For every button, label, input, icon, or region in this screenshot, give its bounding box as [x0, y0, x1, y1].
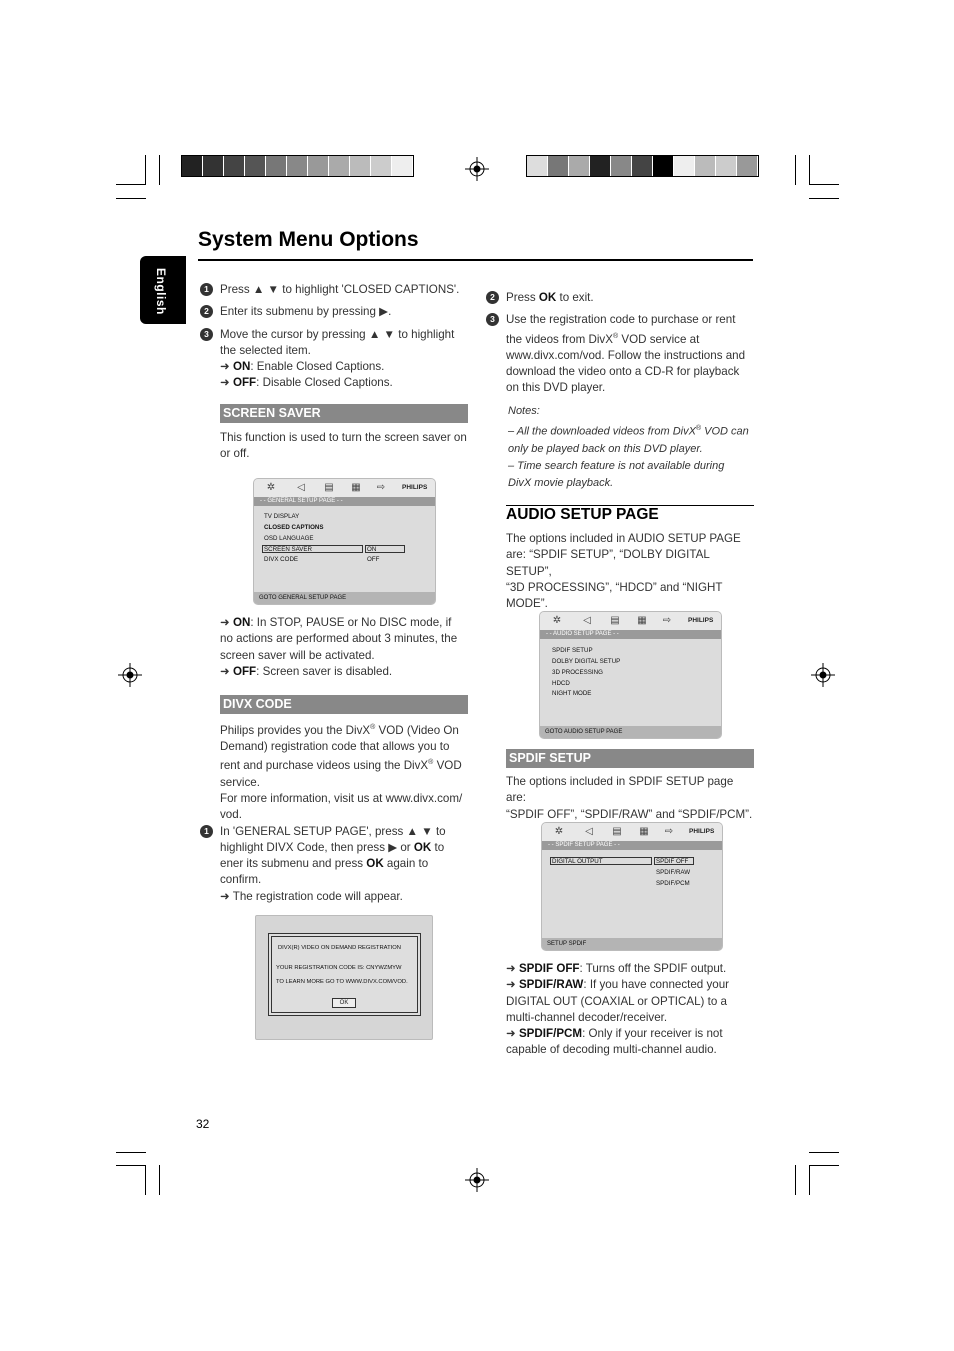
- option-desc: : Enable Closed Captions.: [250, 360, 385, 374]
- registered-mark: ®: [612, 332, 619, 340]
- ok-key-label: OK: [538, 291, 557, 304]
- option-desc: : If you have connected your: [583, 978, 730, 992]
- note-line: only be played back on this DVD player.: [508, 442, 703, 455]
- language-tab-label: English: [154, 268, 168, 315]
- color-swatch: [632, 156, 653, 176]
- osd-dialog-line: DIVX(R) VIDEO ON DEMAND REGISTRATION: [278, 945, 401, 951]
- option-desc: : Turns off the SPDIF output.: [579, 962, 727, 975]
- option-off: [220, 375, 470, 391]
- step-text: Use the registration code to purchase or rent: [506, 313, 736, 327]
- section-heading-audio-setup: AUDIO SETUP PAGE: [506, 506, 659, 523]
- color-swatch: [737, 156, 758, 176]
- step-number: 2: [486, 291, 499, 304]
- arrow-icon: ➜: [220, 889, 230, 903]
- step-text: Move the cursor by pressing ▲ ▼ to highlight: [220, 327, 455, 341]
- list-item: [204, 282, 470, 298]
- option-desc: multi-channel decoder/receiver.: [506, 1010, 668, 1024]
- osd-brand: PHILIPS: [402, 484, 428, 491]
- osd-general-setup-screen: [253, 478, 436, 605]
- option-desc: capable of decoding multi-channel audio.: [506, 1043, 717, 1057]
- color-swatch: [266, 156, 287, 176]
- color-swatch: [392, 156, 413, 176]
- option-desc: : In STOP, PAUSE or No DISC mode, if: [250, 616, 452, 629]
- ok-key-label: OK: [366, 857, 384, 871]
- color-swatch: [548, 156, 569, 176]
- osd-dialog-line: YOUR REGISTRATION CODE IS: CNYWZMYW: [276, 965, 402, 971]
- step-text: the selected item.: [220, 343, 311, 357]
- osd-option: ON: [367, 546, 377, 553]
- osd-menu-item: SCREEN SAVER: [264, 546, 313, 553]
- title-divider: [198, 259, 753, 261]
- color-swatch: [371, 156, 392, 176]
- speaker-icon: ◁: [583, 615, 591, 626]
- desc-line: or off.: [220, 447, 250, 461]
- osd-footer: SETUP SPDIF: [542, 938, 722, 950]
- osd-dialog-line: TO LEARN MORE GO TO WWW.DIVX.COM/VOD.: [276, 979, 408, 985]
- desc-text: Philips provides you the DivX: [220, 723, 371, 737]
- osd-menu-item: HDCD: [552, 680, 570, 687]
- option-desc: screen saver will be activated.: [220, 648, 375, 662]
- speaker-icon: ◁: [297, 482, 305, 493]
- osd-footer: GOTO AUDIO SETUP PAGE: [540, 726, 721, 738]
- option-desc: no actions are performed about 3 minutes, the: [220, 632, 458, 646]
- screen-saver-options: [220, 615, 470, 680]
- osd-option: SPDIF OFF: [656, 858, 689, 865]
- osd-menu-item: DIGITAL OUTPUT: [552, 858, 603, 865]
- option-desc: : Disable Closed Captions.: [256, 376, 393, 390]
- list-item: [204, 304, 470, 320]
- result-line: [220, 889, 470, 905]
- step-number: 3: [486, 313, 499, 326]
- section-heading-divx-code: DIVX CODE: [220, 695, 468, 714]
- list-item: [204, 824, 470, 889]
- video-icon: ▤: [612, 826, 622, 837]
- closed-captions-steps: [204, 282, 470, 392]
- option-label: OFF: [232, 664, 257, 678]
- step-text: the videos from DivX: [506, 332, 613, 346]
- section-heading-screen-saver: SCREEN SAVER: [220, 404, 468, 423]
- desc-text: VOD: [433, 759, 462, 773]
- step-text: highlight DIVX Code, then press ▶ or: [220, 840, 414, 854]
- desc-text: VOD (Video On: [375, 723, 459, 737]
- step-text: Press: [506, 291, 539, 304]
- option-spdif-pcm: [506, 1026, 756, 1042]
- osd-divx-registration-screen: [255, 915, 433, 1040]
- registration-mark-icon: [465, 1168, 489, 1192]
- option-label: SPDIF/PCM: [518, 1027, 583, 1041]
- step-number: 1: [200, 283, 213, 296]
- osd-menu-item: DIVX CODE: [264, 556, 299, 563]
- color-swatch: [716, 156, 737, 176]
- desc-line: service.: [220, 775, 260, 789]
- option-on: [220, 359, 470, 375]
- registration-mark-icon: [118, 663, 142, 687]
- osd-page-bar: - - AUDIO SETUP PAGE - -: [540, 630, 721, 639]
- color-swatch: [287, 156, 308, 176]
- gear-icon: ✲: [552, 615, 562, 626]
- option-off: [220, 664, 470, 680]
- divx-desc: [204, 720, 470, 905]
- option-label: SPDIF OFF: [518, 962, 580, 975]
- color-bar-left: [181, 155, 414, 177]
- notes: [508, 403, 758, 492]
- ok-key-label: OK: [413, 840, 432, 854]
- arrow-icon: ➜: [506, 962, 516, 975]
- spdif-options: [506, 961, 756, 1059]
- color-swatch: [203, 156, 224, 176]
- osd-option: SPDIF/RAW: [656, 869, 691, 876]
- option-label: SPDIF/RAW: [518, 978, 584, 992]
- step-text: Press ▲ ▼ to highlight 'CLOSED CAPTIONS'.: [220, 283, 460, 296]
- color-bar-right: [526, 155, 759, 177]
- exit-icon: ⇨: [376, 482, 386, 493]
- osd-icon-bar: [254, 479, 435, 497]
- step-text: Enter its submenu by pressing ▶.: [220, 305, 392, 319]
- registration-mark-icon: [465, 157, 489, 181]
- step-text: to: [431, 840, 445, 854]
- osd-option: SPDIF/PCM: [656, 880, 690, 887]
- color-swatch: [182, 156, 203, 176]
- desc-line: “3D PROCESSING”, “HDCD” and “NIGHT: [506, 580, 723, 594]
- desc-text: rent and purchase videos using the DivX: [220, 759, 429, 773]
- note-line: DivX movie playback.: [508, 476, 614, 489]
- desc-line: [220, 720, 470, 739]
- color-swatch: [611, 156, 632, 176]
- option-desc: : Screen saver is disabled.: [256, 664, 393, 678]
- osd-menu-item: TV DISPLAY: [264, 513, 300, 520]
- option-desc: : Only if your receiver is not: [582, 1027, 723, 1041]
- osd-menu-item: DOLBY DIGITAL SETUP: [552, 658, 621, 665]
- osd-page-bar: - - GENERAL SETUP PAGE - -: [254, 497, 435, 506]
- desc-line: [220, 755, 470, 774]
- list-item: [490, 290, 756, 306]
- color-swatch: [590, 156, 611, 176]
- note-text: – All the downloaded videos from DivX: [508, 425, 696, 438]
- step-text: VOD service at: [618, 332, 700, 346]
- osd-brand: PHILIPS: [689, 828, 715, 835]
- arrow-icon: ➜: [220, 616, 230, 629]
- page-number: 32: [196, 1117, 210, 1131]
- osd-menu-item: NIGHT MODE: [552, 690, 592, 697]
- arrow-icon: ➜: [220, 664, 230, 678]
- step-text: on this DVD player.: [506, 381, 606, 395]
- note-text: VOD can: [701, 425, 749, 438]
- option-on: [220, 615, 470, 631]
- notes-label: Notes:: [508, 405, 540, 417]
- color-swatch: [569, 156, 590, 176]
- color-swatch: [224, 156, 245, 176]
- arrow-icon: ➜: [506, 978, 516, 992]
- desc-line: This function is used to turn the screen saver on: [220, 431, 467, 444]
- step-text: ener its submenu and press: [220, 857, 367, 871]
- note-line: – Time search feature is not available during: [508, 459, 725, 472]
- step-number: 3: [200, 328, 213, 341]
- color-swatch: [329, 156, 350, 176]
- osd-spdif-setup-screen: [541, 822, 723, 951]
- osd-ok-button[interactable]: OK: [332, 998, 356, 1008]
- color-swatch: [350, 156, 371, 176]
- registered-mark: ®: [428, 759, 434, 767]
- note-line: [508, 420, 758, 441]
- osd-audio-setup-screen: [539, 611, 722, 739]
- list-item: [490, 312, 756, 396]
- speaker-icon: ◁: [585, 826, 593, 837]
- desc-line: For more information, visit us at www.divx.com/: [220, 791, 463, 805]
- section-heading-spdif-setup: SPDIF SETUP: [506, 749, 754, 768]
- exit-icon: ⇨: [662, 615, 672, 626]
- osd-menu-item: OSD LANGUAGE: [264, 535, 314, 542]
- desc-line: vod.: [220, 808, 242, 822]
- osd-icon-bar: [540, 612, 721, 630]
- step-number: 1: [200, 825, 213, 838]
- desc-line: Demand) registration code that allows you to: [220, 740, 450, 754]
- color-swatch: [527, 156, 548, 176]
- gear-icon: ✲: [266, 482, 276, 493]
- option-label: ON: [232, 360, 251, 374]
- desc-line: “SPDIF OFF”, “SPDIF/RAW” and “SPDIF/PCM”.: [506, 807, 753, 821]
- arrow-icon: ➜: [506, 1027, 516, 1041]
- osd-footer: GOTO GENERAL SETUP PAGE: [254, 592, 435, 604]
- step-text: again to: [383, 857, 429, 871]
- step-number: 2: [200, 305, 213, 318]
- divx-steps-continued: [490, 290, 756, 397]
- registered-mark: ®: [695, 425, 702, 432]
- option-spdif-off: [506, 961, 756, 977]
- desc-line: are: “SPDIF SETUP”, “DOLBY DIGITAL SETUP”,: [506, 548, 710, 578]
- osd-brand: PHILIPS: [688, 617, 714, 624]
- color-swatch: [674, 156, 695, 176]
- option-label: OFF: [232, 376, 257, 390]
- result-text: The registration code will appear.: [232, 889, 403, 903]
- arrow-icon: ➜: [220, 360, 230, 374]
- registration-mark-icon: [811, 663, 835, 687]
- arrow-icon: ➜: [220, 376, 230, 390]
- color-swatch: [245, 156, 266, 176]
- step-text: download the video onto a CD-R for playback: [506, 365, 740, 379]
- registered-mark: ®: [370, 724, 376, 731]
- desc-line: The options included in AUDIO SETUP PAGE: [506, 532, 741, 545]
- video-icon: ▤: [324, 482, 334, 493]
- gear-icon: ✲: [554, 826, 564, 837]
- preference-icon: ▦: [639, 826, 649, 837]
- osd-icon-bar: [542, 823, 722, 841]
- option-label: ON: [232, 616, 251, 629]
- color-swatch: [308, 156, 329, 176]
- color-swatch: [653, 156, 674, 176]
- screen-saver-desc: [220, 430, 470, 463]
- preference-icon: ▦: [637, 615, 647, 626]
- desc-line: The options included in SPDIF SETUP page are:: [506, 775, 734, 805]
- step-text: www.divx.com/vod. Follow the instructions and: [506, 348, 746, 362]
- spdif-desc: [506, 774, 756, 823]
- osd-menu-item: SPDIF SETUP: [552, 647, 593, 654]
- option-desc: DIGITAL OUT (COAXIAL or OPTICAL) to a: [506, 994, 727, 1008]
- color-swatch: [695, 156, 716, 176]
- list-item: [204, 327, 470, 360]
- page-title: System Menu Options: [198, 228, 419, 251]
- audio-desc: [506, 531, 756, 612]
- option-spdif-raw: [506, 977, 756, 993]
- exit-icon: ⇨: [664, 826, 674, 837]
- preference-icon: ▦: [351, 482, 361, 493]
- osd-option: OFF: [367, 556, 380, 563]
- desc-line: MODE”.: [506, 597, 548, 611]
- video-icon: ▤: [610, 615, 620, 626]
- language-tab: [140, 256, 186, 324]
- osd-page-bar: - - SPDIF SETUP PAGE - -: [542, 841, 722, 850]
- step-text: confirm.: [220, 873, 262, 887]
- osd-menu-item: CLOSED CAPTIONS: [264, 524, 324, 531]
- step-text: to exit.: [556, 291, 594, 304]
- osd-menu-item: 3D PROCESSING: [552, 669, 603, 676]
- step-text: In 'GENERAL SETUP PAGE', press ▲ ▼ to: [220, 824, 446, 838]
